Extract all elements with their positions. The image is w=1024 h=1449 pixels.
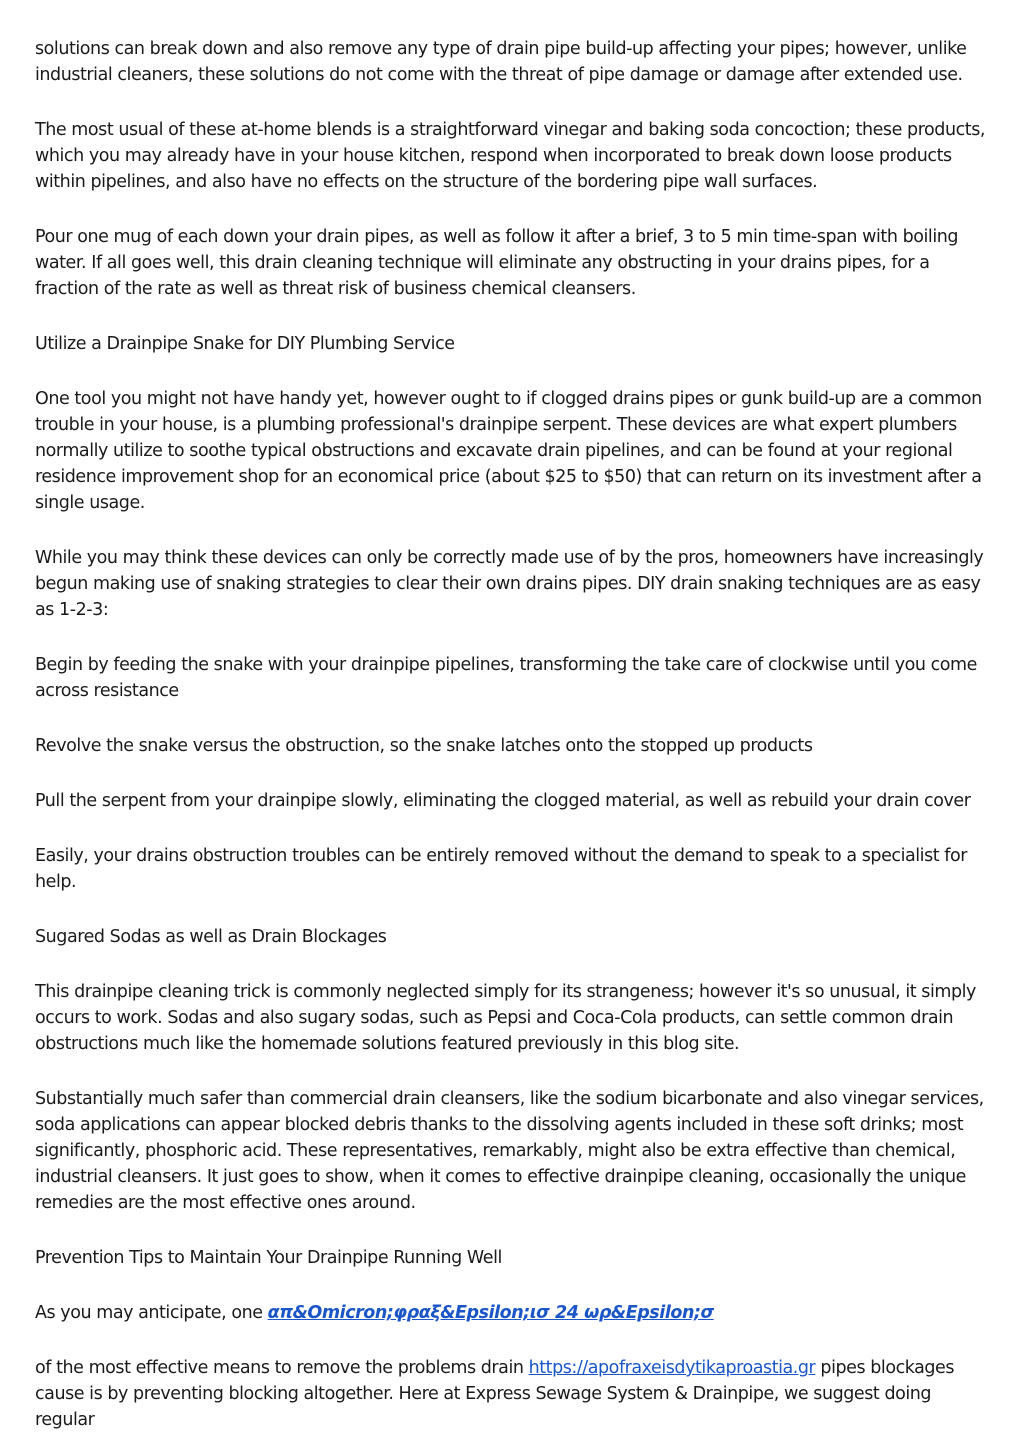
paragraph-closing	[35, 1355, 995, 1433]
paragraph-anticipate	[35, 1300, 995, 1326]
heading-prevention-tips: Prevention Tips to Maintain Your Drainpipe Running Well	[35, 1248, 502, 1268]
step-revolve-snake: Revolve the snake versus the obstruction, so the snake latches onto the stopped up products	[35, 736, 813, 756]
paragraph-diy-snaking: While you may think these devices can only be correctly made use of by the pros, homeowners have increasingly begun making use of snaking strategies to clear their own drains pipes. DIY drain snaking techniques are as easy as 1-2-3:	[35, 548, 984, 620]
paragraph-soda-trick: This drainpipe cleaning trick is commonly neglected simply for its strangeness; however it's so unusual, it simply occurs to work. Sodas and also sugary sodas, such as Pepsi and Coca-Cola products, can settle common drain obstructions much like the homemade solutions featured previously in this blog site.	[35, 982, 976, 1054]
step-feed-snake: Begin by feeding the snake with your drainpipe pipelines, transforming the take care of clockwise until you come across resistance	[35, 655, 977, 701]
document-body	[35, 36, 995, 1433]
greek-keyword-link[interactable]: απ&Omicron;φραξ&Epsilon;ισ 24 ωρ&Epsilon;σ	[267, 1303, 714, 1323]
paragraph-tool: One tool you might not have handy yet, however ought to if clogged drains pipes or gunk build-up are a common trouble in your house, is a plumbing professional's drainpipe serpent. These devices are what expert plumbers normally utilize to soothe typical obstructions and excavate drain pipelines, and can be found at your regional residence improvement shop for an economical price (about $25 to $50) that can return on its investment after a single usage.	[35, 389, 982, 513]
paragraph-safer-soda: Substantially much safer than commercial drain cleansers, like the sodium bicarbonate and also vinegar services, soda applications can appear blocked debris thanks to the dissolving agents included in these soft drinks; most significantly, phosphoric acid. These representatives, remarkably, might also be extra effective than chemical, industrial cleansers. It just goes to show, when it comes to effective drainpipe cleaning, occasionally the unique remedies are the most effective ones around.	[35, 1089, 984, 1213]
paragraph-solutions: solutions can break down and also remove any type of drain pipe build-up affecting your pipes; however, unlike industrial cleaners, these solutions do not come with the threat of pipe damage or damage after extended use.	[35, 39, 967, 85]
anticipate-prefix: As you may anticipate, one	[35, 1303, 268, 1323]
closing-suffix: pipes blockages cause is by preventing blocking altogether. Here at Express Sewage System & Drainpipe, we suggest doing regular	[35, 1358, 955, 1430]
step-pull-serpent: Pull the serpent from your drainpipe slowly, eliminating the clogged material, as well as rebuild your drain cover	[35, 791, 971, 811]
closing-prefix: of the most effective means to remove the problems drain	[35, 1358, 529, 1378]
website-url-link[interactable]: https://apofraxeisdytikaproastia.gr	[528, 1358, 816, 1378]
paragraph-easily: Easily, your drains obstruction troubles can be entirely removed without the demand to speak to a specialist for help.	[35, 846, 967, 892]
paragraph-pour-mug: Pour one mug of each down your drain pipes, as well as follow it after a brief, 3 to 5 min time-span with boiling water. If all goes well, this drain cleaning technique will eliminate any obstructing in your drains pipes, for a fraction of the rate as well as threat risk of business chemical cleansers.	[35, 227, 959, 299]
heading-drainpipe-snake: Utilize a Drainpipe Snake for DIY Plumbing Service	[35, 334, 455, 354]
heading-sugared-sodas: Sugared Sodas as well as Drain Blockages	[35, 927, 387, 947]
paragraph-vinegar-baking-soda: The most usual of these at-home blends is a straightforward vinegar and baking soda concoction; these products, which you may already have in your house kitchen, respond when incorporated to break down loose products within pipelines, and also have no effects on the structure of the bordering pipe wall surfaces.	[35, 120, 985, 192]
